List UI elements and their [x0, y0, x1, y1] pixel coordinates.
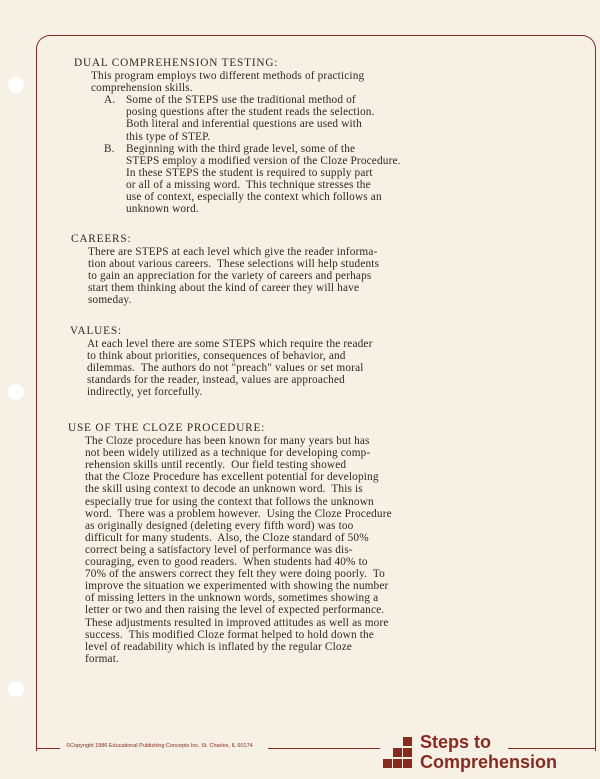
text-line: especially true for using the context that follows the unknown [85, 495, 374, 508]
text-line: dilemmas. The authors do not "preach" values or set moral [87, 362, 364, 375]
text-line: level of readability which is inflated by the regular Cloze [85, 640, 353, 653]
text-line: format. [85, 652, 119, 665]
steps-logo-icon [383, 737, 419, 773]
text-line: comprehension skills. [91, 82, 193, 95]
text-line: rehension skills until recently. Our field testing showed [85, 459, 347, 472]
text-line: or all of a missing word. This technique stresses the [126, 178, 371, 191]
text-line: improve the situation we experimented with showing the number [85, 580, 389, 593]
list-item-b [104, 143, 401, 216]
footer-rule [508, 748, 596, 749]
text-line: word. There was a problem however. Using the Cloze Procedure [85, 507, 392, 520]
text-line: success. This modified Cloze format helped to hold down the [85, 628, 374, 641]
text-line: letter or two and then raising the level of expected performance. [85, 604, 385, 617]
text-line: 70% of the answers correct they felt they were doing poorly. To [85, 568, 385, 581]
list-item-a [104, 94, 401, 142]
text-line: These adjustments resulted in improved attitudes as well as more [85, 616, 389, 629]
text-line: couraging, even to good readers. When students had 40% to [85, 556, 368, 569]
section-cloze-procedure [68, 422, 392, 665]
text-line: indirectly, yet forcefully. [87, 386, 203, 399]
text-line: use of context, especially the context which follows an [126, 191, 382, 204]
text-line: the skill using context to decode an unknown word. This is [85, 483, 363, 496]
section-heading: VALUES: [70, 325, 122, 337]
section-paragraph [68, 435, 392, 665]
list-marker: A. [104, 94, 116, 107]
section-dual-comprehension [74, 57, 401, 215]
section-heading: DUAL COMPREHENSION TESTING: [74, 57, 279, 69]
text-line: someday. [88, 294, 132, 307]
copyright-notice: ©Copyright 1986 Educational Publishing Concepts Inc. St. Charles, IL 60174 [66, 743, 253, 749]
text-line: At each level there are some STEPS which require the reader [87, 338, 373, 351]
text-line: of missing letters in the unknown words, sometimes showing a [85, 592, 379, 605]
list-marker: B. [104, 142, 115, 155]
section-heading: USE OF THE CLOZE PROCEDURE: [68, 422, 266, 434]
text-line: Both literal and inferential questions are used with [126, 118, 362, 131]
footer-rule [268, 748, 380, 749]
text-line: to think about priorities, consequences of behavior, and [87, 350, 346, 363]
text-line: tion about various careers. These selections will help students [88, 258, 380, 271]
text-line: start them thinking about the kind of career they will have [88, 282, 360, 295]
text-line: STEPS employ a modified version of the Cloze Procedure. [126, 154, 401, 167]
text-line: The Cloze procedure has been known for many years but has [85, 435, 370, 448]
text-line: as originally designed (deleting every fifth word) was too [85, 519, 354, 532]
section-paragraph [74, 70, 401, 94]
section-values [70, 325, 373, 399]
text-line: to gain an appreciation for the variety of careers and perhaps [88, 270, 372, 283]
text-line: correct being a satisfactory level of performance was dis- [85, 543, 353, 556]
text-line: Some of the STEPS use the traditional method of [126, 94, 356, 107]
footer-rule [36, 748, 60, 749]
section-paragraph [70, 338, 373, 398]
text-line: In these STEPS the student is required to supply part [126, 166, 373, 179]
section-careers [71, 233, 379, 307]
text-line: This program employs two different methods of practicing [91, 70, 365, 83]
text-line: difficult for many students. Also, the Cloze standard of 50% [85, 531, 369, 544]
text-line: Beginning with the third grade level, some of the [126, 142, 356, 155]
text-line: not been widely utilized as a technique for developing comp- [85, 447, 371, 460]
text-line: that the Cloze Procedure has excellent potential for developing [85, 471, 379, 484]
section-heading: CAREERS: [71, 233, 132, 245]
section-paragraph [71, 246, 379, 306]
text-line: standards for the reader, instead, values are approached [87, 374, 345, 387]
text-line: this type of STEP. [126, 130, 211, 143]
text-line: posing questions after the student reads the selection. [126, 106, 375, 119]
logo-text-line2: Comprehension [420, 752, 558, 772]
text-line: unknown word. [126, 203, 199, 216]
logo-text-line1: Steps to [420, 732, 492, 752]
text-line: There are STEPS at each level which give the reader informa- [88, 246, 378, 259]
